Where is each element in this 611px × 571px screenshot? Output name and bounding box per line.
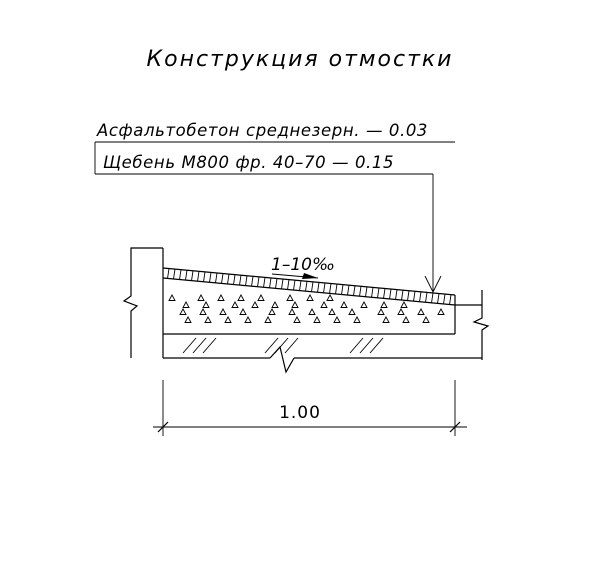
asphalt-hatch-line	[312, 282, 314, 292]
asphalt-hatch-line	[270, 278, 272, 288]
gravel-triangle	[349, 309, 355, 315]
asphalt-hatch-line	[228, 274, 230, 284]
gravel-triangle	[403, 317, 409, 323]
asphalt-hatch-line	[426, 292, 428, 302]
asphalt-hatch-line	[396, 290, 398, 300]
gravel-triangle	[341, 302, 347, 308]
gravel-triangle	[252, 302, 258, 308]
gravel-triangle	[238, 295, 244, 301]
asphalt-hatch-line	[318, 282, 320, 292]
gravel-triangle	[258, 295, 264, 301]
slope-annotation	[271, 255, 335, 279]
asphalt-hatch-line	[438, 294, 440, 304]
gravel-triangle	[289, 309, 295, 315]
earth-hatching	[183, 338, 383, 353]
gravel-triangle	[265, 317, 271, 323]
asphalt-hatch-line	[342, 285, 344, 295]
gravel-triangle	[232, 302, 238, 308]
gravel-triangle	[329, 309, 335, 315]
asphalt-hatch-line	[216, 273, 218, 283]
gravel-triangle	[198, 295, 204, 301]
gravel-triangle	[381, 302, 387, 308]
asphalt-hatch-line	[252, 276, 254, 286]
asphalt-hatch-line	[288, 280, 290, 290]
asphalt-hatch-line	[336, 284, 338, 294]
gravel-fill-triangles	[169, 295, 444, 323]
gravel-triangle	[314, 317, 320, 323]
gravel-triangle	[354, 317, 360, 323]
asphalt-hatch-line	[420, 292, 422, 302]
layer-label-asphalt: Асфальтобетон среднезерн. — 0.03	[97, 121, 429, 140]
gravel-triangle	[307, 295, 313, 301]
asphalt-hatch-line	[258, 277, 260, 287]
asphalt-hatch-line	[354, 286, 356, 296]
gravel-triangle	[203, 302, 209, 308]
gravel-triangle	[309, 309, 315, 315]
asphalt-hatch-line	[234, 275, 236, 285]
asphalt-hatch-line	[390, 289, 392, 299]
layer-label-gravel: Щебень М800 фр. 40–70 — 0.15	[103, 153, 395, 172]
asphalt-hatch-line	[168, 269, 170, 279]
gravel-triangle	[321, 302, 327, 308]
asphalt-hatch-line	[198, 271, 200, 281]
gravel-triangle	[245, 317, 251, 323]
drawing-title: Конструкция отмостки	[146, 47, 454, 72]
gravel-triangle	[272, 302, 278, 308]
asphalt-hatch-line	[294, 280, 296, 290]
asphalt-hatch-line	[276, 279, 278, 289]
asphalt-hatch-line	[306, 281, 308, 291]
asphalt-hatch-line	[330, 284, 332, 294]
asphalt-hatch-line	[246, 276, 248, 286]
asphalt-hatch-line	[360, 286, 362, 296]
gravel-triangle	[361, 302, 367, 308]
wall-edge	[124, 248, 163, 358]
asphalt-hatch-line	[264, 277, 266, 287]
asphalt-hatch-line	[282, 279, 284, 289]
asphalt-hatch-line	[408, 291, 410, 301]
gravel-triangle	[169, 295, 175, 301]
asphalt-hatch-line	[372, 287, 374, 297]
asphalt-hatch-line	[186, 270, 188, 280]
asphalt-hatch-line	[222, 274, 224, 284]
gravel-triangle	[327, 295, 333, 301]
asphalt-hatch-line	[300, 281, 302, 291]
asphalt-hatch-line	[450, 295, 452, 305]
gravel-triangle	[438, 309, 444, 315]
gravel-triangle	[183, 302, 189, 308]
asphalt-hatch-line	[210, 272, 212, 282]
asphalt-hatch-line	[384, 289, 386, 299]
gravel-triangle	[418, 309, 424, 315]
dimension	[153, 380, 467, 436]
asphalt-hatch-line	[324, 283, 326, 293]
gravel-triangle	[292, 302, 298, 308]
asphalt-hatch-line	[348, 285, 350, 295]
gravel-triangle	[180, 309, 186, 315]
asphalt-hatch-line	[378, 288, 380, 298]
wall-break-line	[124, 248, 163, 358]
gravel-triangle	[287, 295, 293, 301]
gravel-triangle	[269, 309, 275, 315]
gravel-triangle	[398, 309, 404, 315]
asphalt-hatch-line	[180, 270, 182, 280]
asphalt-hatch-line	[414, 291, 416, 301]
gravel-triangle	[401, 302, 407, 308]
gravel-triangle	[383, 317, 389, 323]
gravel-triangle	[218, 295, 224, 301]
asphalt-hatch-line	[444, 294, 446, 304]
dimension-label: 1.00	[279, 403, 321, 423]
asphalt-hatch-line	[366, 287, 368, 297]
gravel-triangle	[200, 309, 206, 315]
asphalt-hatch-line	[192, 271, 194, 281]
gravel-triangle	[378, 309, 384, 315]
asphalt-hatch-line	[402, 290, 404, 300]
asphalt-hatch-line	[432, 293, 434, 303]
gravel-triangle	[294, 317, 300, 323]
gravel-triangle	[240, 309, 246, 315]
ground-break-symbol	[270, 347, 294, 372]
ground	[163, 290, 488, 372]
gravel-triangle	[225, 317, 231, 323]
ground-break-line	[474, 290, 488, 360]
asphalt-hatch-line	[204, 272, 206, 282]
slope-label: 1–10‰	[271, 255, 335, 275]
gravel-triangle	[220, 309, 226, 315]
gravel-triangle	[185, 317, 191, 323]
gravel-triangle	[423, 317, 429, 323]
gravel-triangle	[334, 317, 340, 323]
asphalt-hatch-line	[174, 269, 176, 279]
gravel-triangle	[205, 317, 211, 323]
asphalt-hatch-line	[240, 275, 242, 285]
